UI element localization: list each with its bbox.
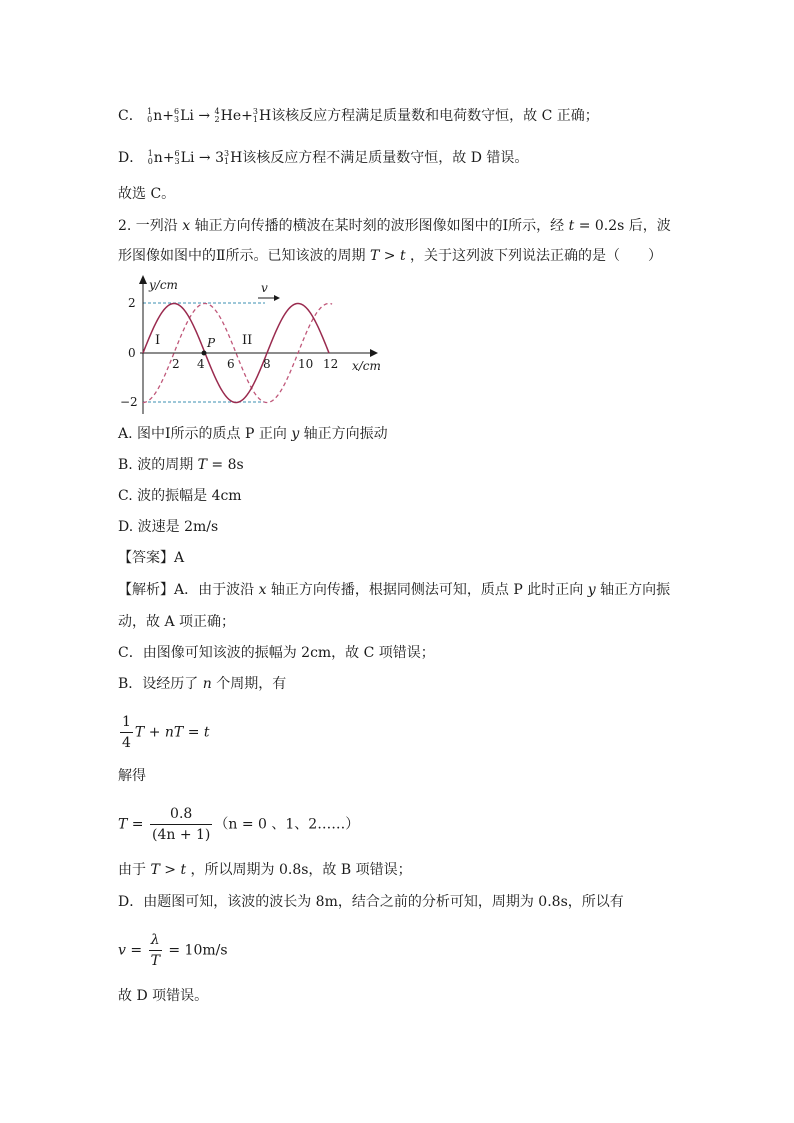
x-tick: 12 [323, 357, 339, 371]
y-axis-arrow-icon [139, 275, 147, 284]
point-p-label: P [207, 336, 216, 350]
equation-2: T = $\frac{0.8}{(4n + 1)}$ （n = 0 、1、2……） [118, 806, 360, 843]
answer: 【答案】A [118, 550, 185, 566]
lithium-indices: 6 3 [174, 107, 180, 124]
wave-graph [118, 272, 388, 414]
option-a: A. 图中Ⅰ所示的质点 P 正向 y 轴正方向振动 [118, 426, 388, 442]
option-c-analysis: C． 1 0 n+ 6 3 Li → 4 2 He+ 3 1 H该核反应方程满足质量数和电荷数守恒，故 C 正确； [118, 107, 599, 124]
tritium-symbol: H [230, 150, 243, 166]
analysis-a-line-2: 动，故 A 项正确； [118, 614, 236, 630]
fraction-quarter: $\frac{1}{4}$ [122, 714, 131, 751]
option-d: D. 波速是 2m/s [118, 519, 219, 535]
velocity-label: v [261, 281, 268, 295]
fraction-speed: $\frac{\lambda}{T}$ [150, 932, 160, 969]
analysis-b-line-1: B．设经历了 n 个周期，有 [118, 676, 287, 692]
tritium-symbol: H [258, 108, 272, 124]
x-axis-label: x/cm [352, 359, 381, 373]
neutron-symbol: n [153, 150, 163, 166]
x-tick: 8 [263, 357, 271, 371]
analysis-a-line-1: 【解析】A．由于波沿 x 轴正方向传播，根据同侧法可知，质点 P 此时正向 y 轴正方向振 [118, 582, 671, 598]
question-2-line-1: 2. 一列沿 x 轴正方向传播的横波在某时刻的波形图像如图中的Ⅰ所示，经 t = 0.2s 后，波 [118, 218, 671, 234]
x-tick: 2 [172, 357, 180, 371]
lithium-symbol: Li [180, 150, 195, 166]
x-tick: 4 [197, 357, 205, 371]
y-tick-neg-2: −2 [120, 395, 138, 409]
analysis-d-line-1: D．由题图可知，该波的波长为 8m，结合之前的分析可知，周期为 0.8s，所以有 [118, 894, 624, 910]
arrow-icon: → [198, 150, 211, 166]
wave-label-II: II [242, 333, 253, 348]
helium-indices: 4 2 [214, 107, 220, 124]
option-b: B. 波的周期 T = 8s [118, 457, 244, 473]
point-p-marker [202, 351, 207, 356]
lithium-symbol: Li [180, 108, 194, 124]
neutron-symbol: n [153, 108, 163, 124]
analysis-c: C．由图像可知该波的振幅为 2cm，故 C 项错误； [118, 645, 435, 661]
wave-label-I: I [155, 333, 161, 348]
neutron-indices: 1 0 [147, 107, 153, 124]
y-tick-2: 2 [128, 296, 136, 310]
option-prefix: D． [118, 150, 144, 166]
question-2-line-2: 形图像如图中的Ⅱ所示。已知该波的周期 T > t ，关于这列波下列说法正确的是（ ） [118, 248, 663, 264]
origin-label: 0 [128, 346, 136, 360]
x-tick: 10 [298, 357, 314, 371]
neutron-indices: 1 0 [147, 149, 153, 166]
option-c: C. 波的振幅是 4cm [118, 488, 242, 504]
tritium-indices: 3 1 [223, 149, 230, 166]
coefficient: 3 [215, 150, 224, 166]
option-c-text: 该核反应方程满足质量数和电荷数守恒，故 C 正确； [271, 108, 599, 124]
option-d-text: 该核反应方程不满足质量数守恒，故 D 错误。 [242, 150, 529, 166]
fraction-period: $\frac{0.8}{(4n + 1)}$ [151, 806, 211, 843]
helium-symbol: He [220, 108, 242, 124]
conclusion-1: 故选 C。 [118, 186, 176, 202]
arrow-icon: → [198, 108, 211, 124]
x-tick: 6 [227, 357, 235, 371]
analysis-d-line-2: 故 D 项错误。 [118, 988, 209, 1004]
solve-label: 解得 [118, 768, 146, 784]
equation-1: $\frac{1}{4}$ T + nT = t [122, 714, 210, 751]
tritium-indices: 3 1 [252, 107, 258, 124]
analysis-b-line-2: 由于 T > t ，所以周期为 0.8s，故 B 项错误； [118, 862, 412, 878]
option-d-analysis: D． 1 0 n+ 6 3 Li → 3 3 1 H该核反应方程不满足质量数守恒，故 D 错误。 [118, 149, 529, 166]
x-axis-arrow-icon [370, 349, 378, 357]
option-prefix: C． [118, 108, 143, 124]
velocity-arrow-head-icon [274, 295, 280, 301]
lithium-indices: 6 3 [174, 149, 180, 166]
equation-3: v = $\frac{\lambda}{T}$ = 10m/s [118, 932, 228, 969]
y-axis-label: y/cm [149, 278, 178, 292]
